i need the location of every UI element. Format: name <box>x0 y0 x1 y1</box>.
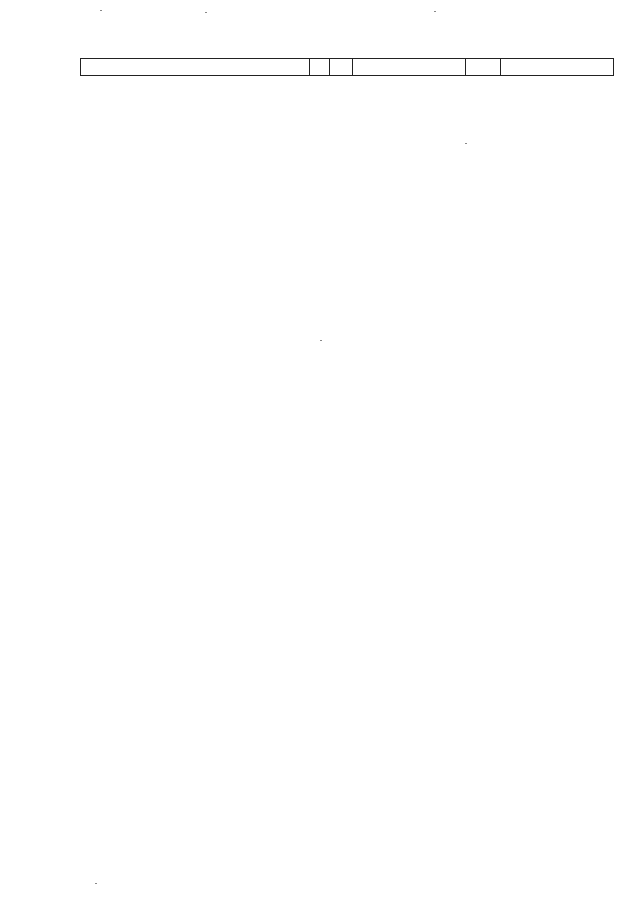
scan-speck <box>465 143 467 144</box>
scan-speck <box>434 11 436 12</box>
header-col-3 <box>330 58 353 76</box>
header-col-4 <box>353 58 466 76</box>
header-col-1 <box>80 58 310 76</box>
scan-speck <box>100 10 102 11</box>
header-col-6 <box>501 58 614 76</box>
scan-speck <box>95 883 97 884</box>
header-col-5 <box>466 58 501 76</box>
scan-speck <box>320 340 322 341</box>
header-col-2 <box>308 58 330 76</box>
scan-speck <box>205 12 207 13</box>
